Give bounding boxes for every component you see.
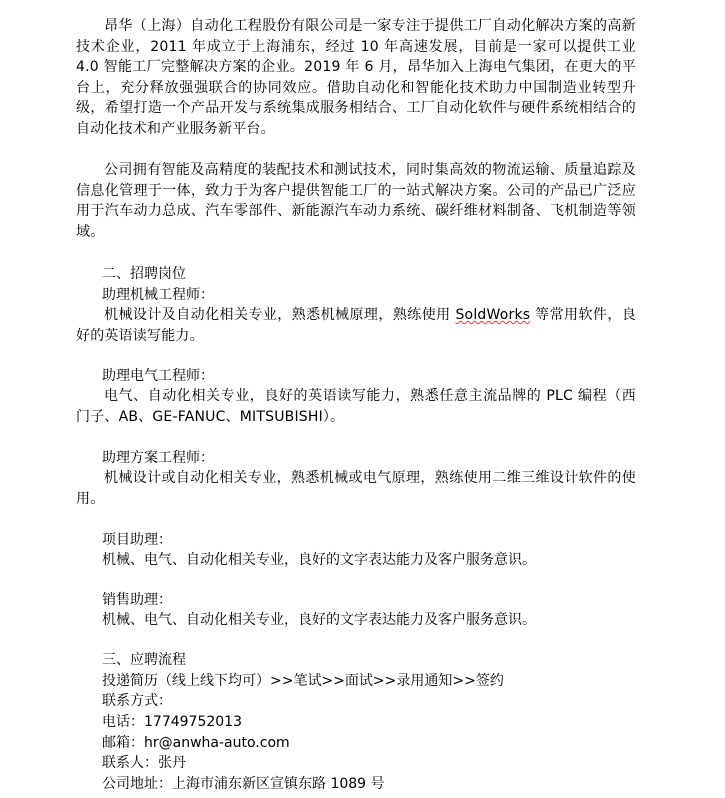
- software-term: SoldWorks: [455, 307, 531, 323]
- intro-paragraph-2: 公司拥有智能及高精度的装配技术和测试技术，同时集高效的物流运输、质量追踪及信息化管理于一体，致力于为客户提供智能工厂的一站式解决方案。公司的产品已广泛应用于汽车动力总成、汽车零部件、新能源汽车动力系统、碳纤维材料制备、飞机制造等领域。: [76, 162, 636, 240]
- job-title-electrical: 助理电气工程师：: [102, 368, 214, 384]
- contact-phone: 电话：17749752013: [102, 714, 242, 730]
- contact-email: 邮箱：hr@anwha-auto.com: [102, 735, 290, 751]
- job-desc-mechanical-b: 等常用软件，良好的英语读写能力。: [76, 307, 636, 344]
- job-desc-sales: 机械、电气、自动化相关专业，良好的文字表达能力及客户服务意识。: [102, 612, 536, 628]
- job-title-project: 项目助理：: [102, 532, 172, 548]
- job-title-solution: 助理方案工程师：: [102, 450, 214, 466]
- process-heading: 三、应聘流程: [102, 652, 186, 668]
- job-title-sales: 销售助理：: [102, 592, 172, 608]
- job-desc-electrical: 电气、自动化相关专业，良好的英语读写能力，熟悉任意主流品牌的 PLC 编程（西门子、AB、GE-FANUC、MITSUBISHI）。: [76, 388, 636, 425]
- job-desc-project: 机械、电气、自动化相关专业，良好的文字表达能力及客户服务意识。: [102, 552, 536, 568]
- job-title-mechanical: 助理机械工程师：: [102, 287, 214, 303]
- intro-paragraph-1: 昂华（上海）自动化工程股份有限公司是一家专注于提供工厂自动化解决方案的高新技术企业，2011 年成立于上海浦东，经过 10 年高速发展，目前是一家可以提供工业 4.0 智能工厂完整解决方案的企业。2019 年 6 月，昂华加入上海电气集团，在更大的平台上，充分释放强强联合的协同效应。借助自动化和智能化技术助力中国制造业转型升级，希望打造一个产品开发与系统集成服务相结合、工厂自动化软件与硬件系统相结合的自动化技术和产业服务新平台。: [76, 18, 636, 137]
- job-desc-solution: 机械设计或自动化相关专业，熟悉机械或电气原理，熟练使用二维三维设计软件的使用。: [76, 470, 636, 507]
- contact-label: 联系方式：: [102, 693, 172, 709]
- job-desc-mechanical-a: 机械设计及自动化相关专业，熟悉机械原理，熟练使用: [104, 307, 456, 323]
- company-address: 公司地址：上海市浦东新区宣镇东路 1089 号: [102, 776, 385, 792]
- job-desc-mechanical: [76, 305, 636, 346]
- contact-person: 联系人：张丹: [102, 755, 186, 771]
- recruit-heading: 二、招聘岗位: [102, 266, 186, 282]
- process-steps: 投递简历（线上线下均可）>>笔试>>面试>>录用通知>>签约: [102, 673, 504, 689]
